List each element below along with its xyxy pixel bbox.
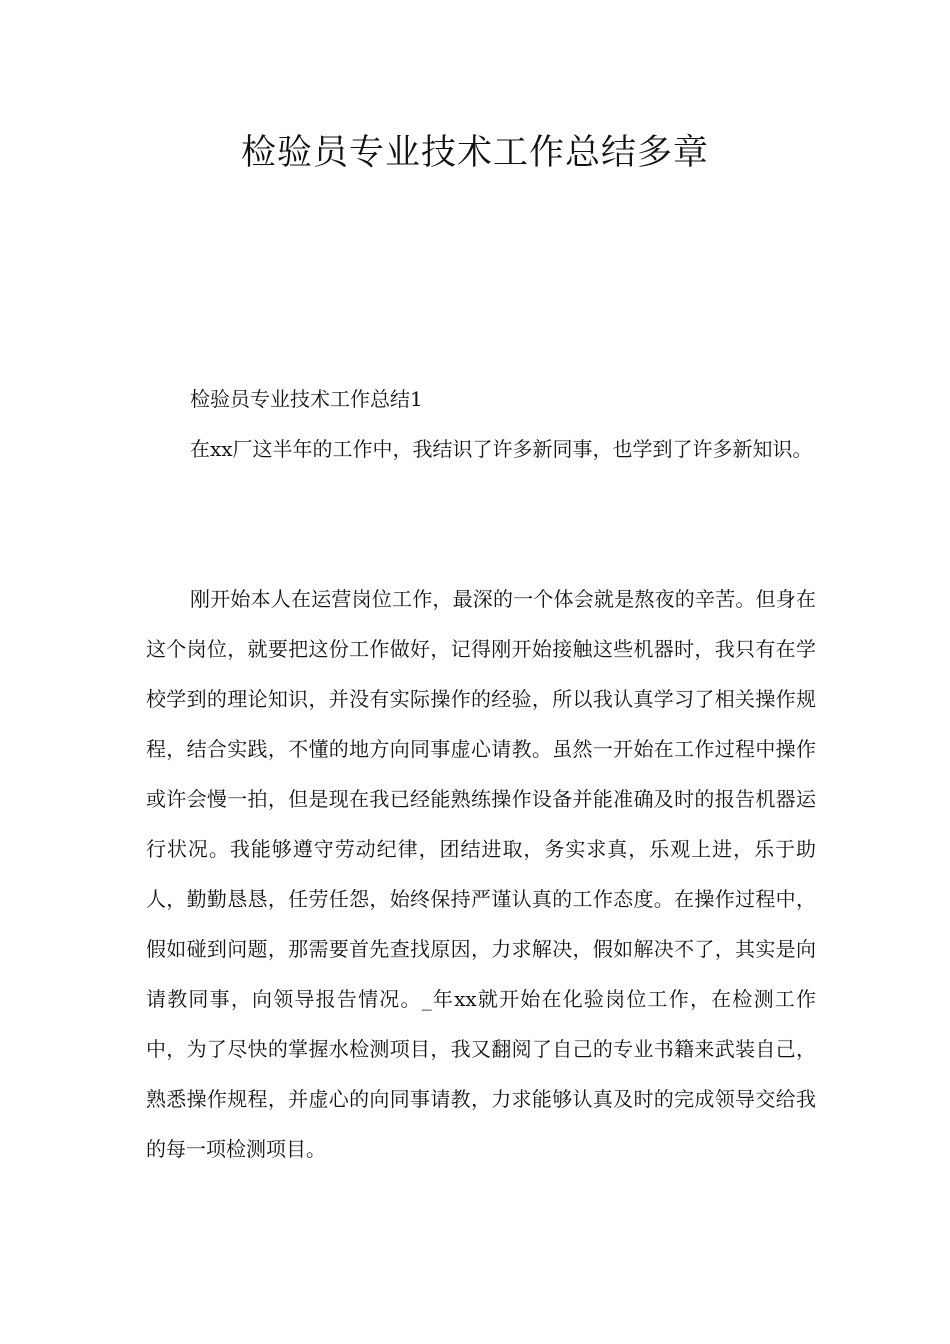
paragraph-2: 刚开始本人在运营岗位工作，最深的一个体会就是熬夜的辛苦。但身在这个岗位，就要把这份工作做好，记得刚开始接触这些机器时，我只有在学校学到的理论知识，并没有实际操作的经验，所以我认真学习了相关操作规程，结合实践，不懂的地方向同事虚心请教。虽然一开始在工作过程中操作或许会慢一拍，但是现在我已经能熟练操作设备并能准确及时的报告机器运行状况。我能够遵守劳动纪律，团结进取，务实求真，乐观上进，乐于助人，勤勤恳恳，任劳任怨，始终保持严谨认真的工作态度。在操作过程中，假如碰到问题，那需要首先查找原因，力求解决，假如解决不了，其实是向请教同事，向领导报告情况。_年xx就开始在化验岗位工作，在检测工作中，为了尽快的掌握水检测项目，我又翻阅了自己的专业书籍来武装自己，熟悉操作规程，并虚心的向同事请教，力求能够认真及时的完成领导交给我的每一项检测项目。: [146, 587, 816, 1161]
document-title: 检验员专业技术工作总结多章: [240, 133, 709, 173]
paragraph-1: 在xx厂这半年的工作中，我结识了许多新同事，也学到了许多新知识。: [190, 437, 813, 461]
section-heading: 检验员专业技术工作总结1: [190, 387, 423, 411]
